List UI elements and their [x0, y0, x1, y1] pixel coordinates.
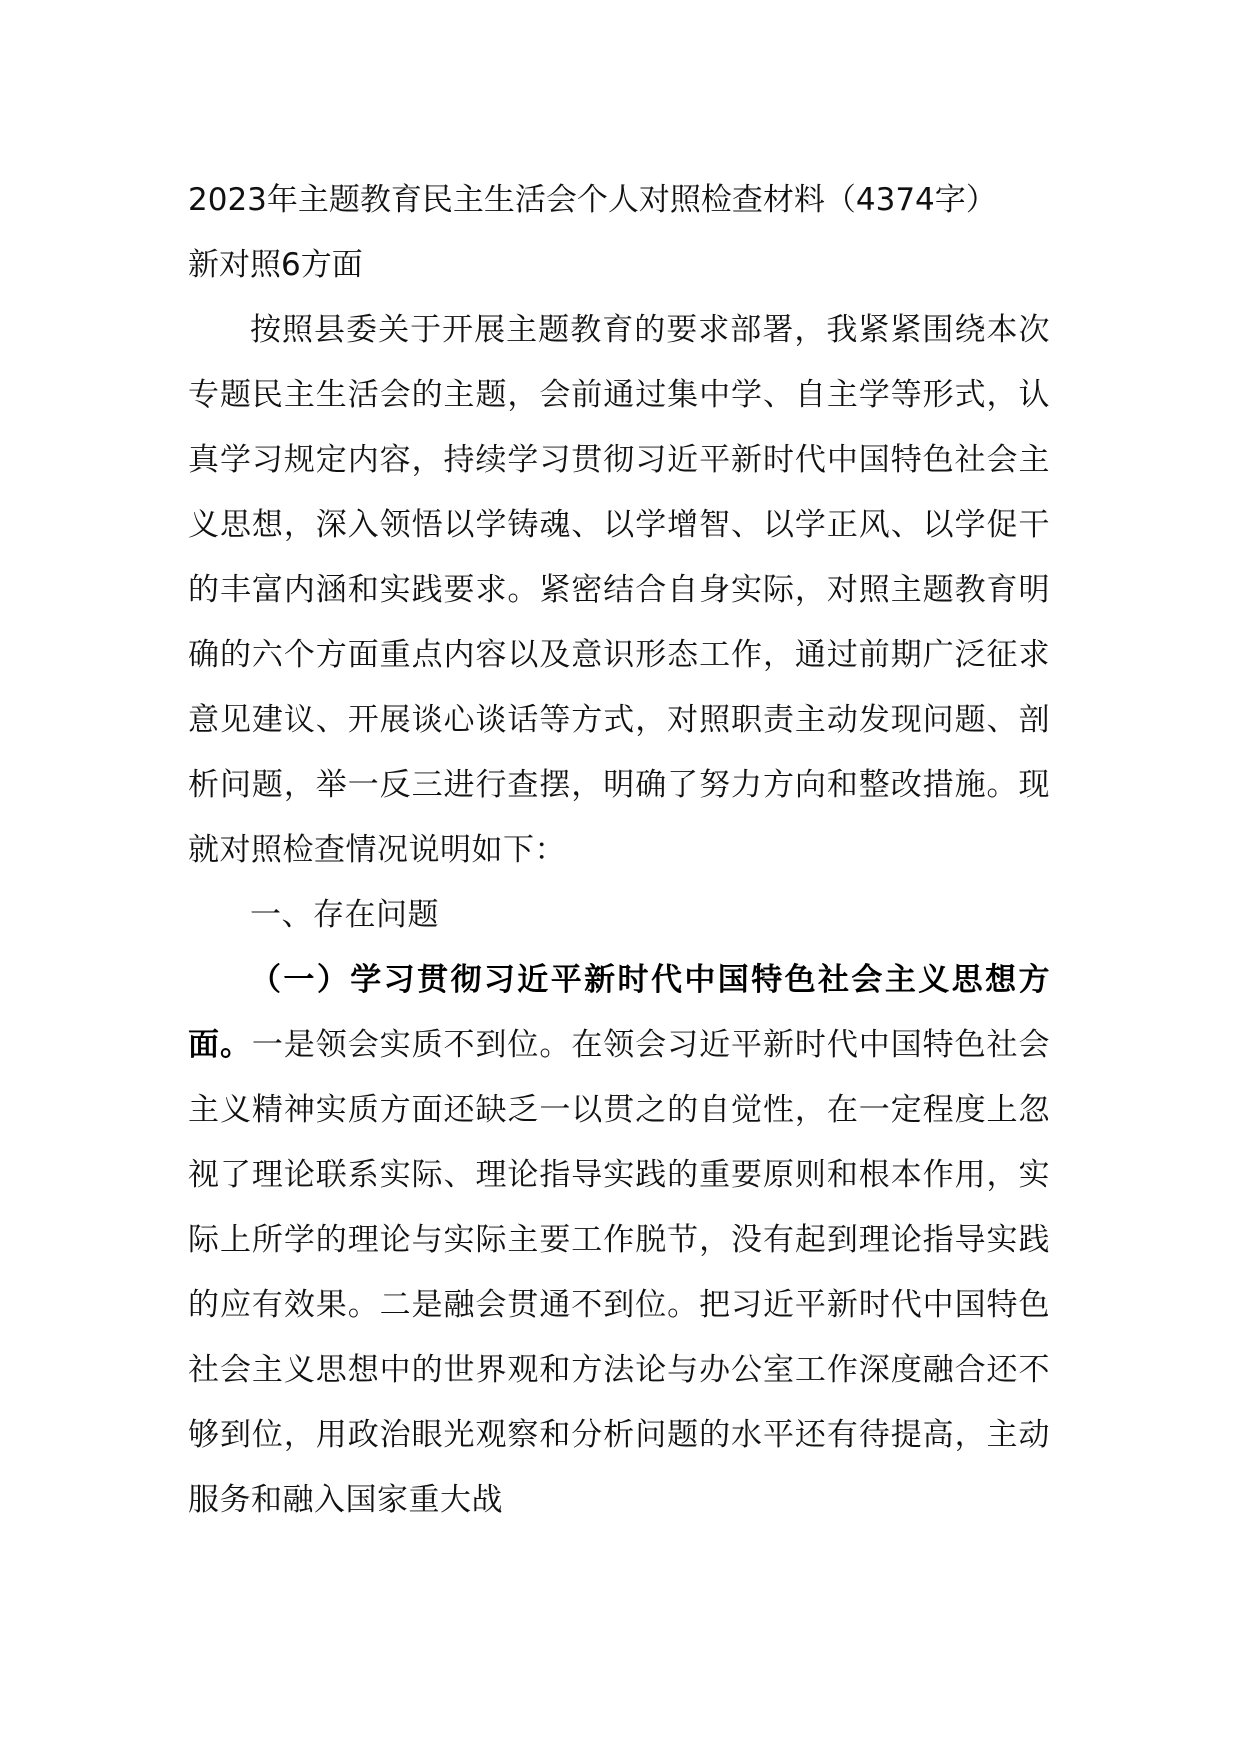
- document-title-line-1: 2023年主题教育民主生活会个人对照检查材料（4374字）: [188, 182, 997, 218]
- document-body: [188, 168, 1050, 1533]
- intro-paragraph: 按照县委关于开展主题教育的要求部署，我紧紧围绕本次专题民主生活会的主题，会前通过集中学、自主学等形式，认真学习规定内容，持续学习贯彻习近平新时代中国特色社会主义思想，深入领悟以学铸魂、以学增智、以学正风、以学促干的丰富内涵和实践要求。紧密结合自身实际，对照主题教育明确的六个方面重点内容以及意识形态工作，通过前期广泛征求意见建议、开展谈心谈话等方式，对照职责主动发现问题、剖析问题，举一反三进行查摆，明确了努力方向和整改措施。现就对照检查情况说明如下：: [188, 312, 1050, 868]
- subsection-paragraph-1: [188, 948, 1050, 1533]
- section-heading-problems: 一、存在问题: [250, 897, 439, 933]
- subsection-body: 一是领会实质不到位。在领会习近平新时代中国特色社会主义精神实质方面还缺乏一以贯之的自觉性，在一定程度上忽视了理论联系实际、理论指导实践的重要原则和根本作用，实际上所学的理论与实际主要工作脱节，没有起到理论指导实践的应有效果。二是融会贯通不到位。把习近平新时代中国特色社会主义思想中的世界观和方法论与办公室工作深度融合还不够到位，用政治眼光观察和分析问题的水平还有待提高，主动服务和融入国家重大战: [188, 1027, 1051, 1518]
- subsection-lead: （一）学习贯彻习近平新时代中国特色社会主义思想方面。: [188, 962, 1050, 1063]
- document-title-line-2: 新对照6方面: [188, 247, 363, 283]
